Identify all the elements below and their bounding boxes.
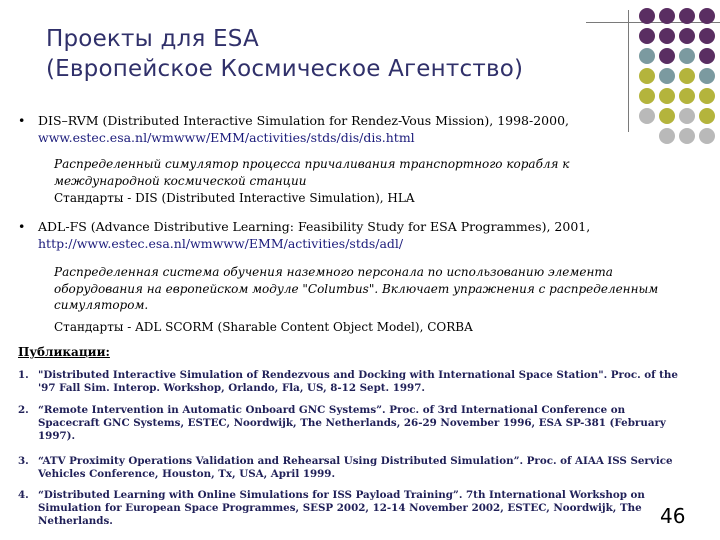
- publications-heading: Публикации:: [18, 345, 110, 359]
- publication-text: "Distributed Interactive Simulation of Rendezvous and Docking with International Space Station". Proc. of the '97 Fall Sim. Interop. Workshop, Orlando, Fla, US, 8-12 Sept. 1997.: [38, 369, 678, 395]
- decorative-dot: [679, 28, 695, 44]
- bullet-link[interactable]: www.estec.esa.nl/wmwww/EMM/activities/stds/dis/dis.html: [38, 130, 415, 145]
- decorative-dot: [679, 68, 695, 84]
- decorative-dot: [639, 88, 655, 104]
- bullet-standards: Стандарты - DIS (Distributed Interactive Simulation), HLA: [54, 191, 415, 205]
- decorative-dot: [659, 88, 675, 104]
- page-number: 46: [660, 504, 686, 528]
- page-title: [46, 24, 606, 84]
- bullet-description: Распределенный симулятор процесса причаливания транспортного корабля к международной космической станции: [54, 157, 570, 188]
- bullet-text: DIS–RVM (Distributed Interactive Simulation for Rendez-Vous Mission), 1998-2000,: [38, 113, 570, 128]
- bullet-marker: •: [18, 219, 26, 234]
- publication-number: 2.: [18, 404, 29, 416]
- decorative-dot: [679, 88, 695, 104]
- decorative-dot: [659, 28, 675, 44]
- publication-number: 1.: [18, 369, 29, 381]
- decorative-dot: [699, 48, 715, 64]
- decorative-dot: [659, 8, 675, 24]
- decorative-dot: [699, 28, 715, 44]
- decorative-dot: [679, 8, 695, 24]
- decorative-dot: [679, 128, 695, 144]
- decorative-dot: [639, 68, 655, 84]
- bullet-text: ADL-FS (Advance Distributive Learning: Feasibility Study for ESA Programmes), 2001,: [38, 219, 591, 234]
- decorative-dot: [639, 28, 655, 44]
- publication-text: “ATV Proximity Operations Validation and Rehearsal Using Distributed Simulation”. Proc. of AIAA ISS Service Vehicles Conference, Houston, Tx, USA, April 1999.: [38, 455, 673, 481]
- decorative-dot: [679, 108, 695, 124]
- decorative-dot: [699, 8, 715, 24]
- bullet-marker: •: [18, 113, 26, 128]
- decorative-dot: [699, 88, 715, 104]
- decorative-dot: [659, 68, 675, 84]
- decorative-dot: [659, 48, 675, 64]
- decorative-dot: [699, 128, 715, 144]
- title-line-1: Проекты для ESA: [46, 26, 259, 52]
- bullet-description: Распределенная система обучения наземного персонала по использованию элемента оборудования на европейском модуле "Columbus". Включает упражнения с распределенным симулятором.: [54, 265, 659, 312]
- publication-text: “Distributed Learning with Online Simulations for ISS Payload Training”. 7th International Workshop on Simulation for European Space Programmes, SESP 2002, 12-14 November 2002, ESTEC, Noordwijk, The Netherlands.: [38, 489, 645, 528]
- publication-number: 4.: [18, 489, 29, 501]
- decorative-dot: [679, 48, 695, 64]
- decorative-dot: [639, 48, 655, 64]
- bullet-link[interactable]: http://www.estec.esa.nl/wmwww/EMM/activities/stds/adl/: [38, 236, 404, 251]
- publication-text: “Remote Intervention in Automatic Onboard GNC Systems”. Proc. of 3rd International Conference on Spacecraft GNC Systems, ESTEC, Noordwijk, The Netherlands, 26-29 November 1996, ESA SP-381 (February 1997).: [38, 404, 666, 443]
- title-line-2: (Европейское Космическое Агентство): [46, 56, 524, 82]
- decorative-dot: [699, 108, 715, 124]
- bullet-standards: Стандарты - ADL SCORM (Sharable Content Object Model), CORBA: [54, 320, 473, 334]
- publication-number: 3.: [18, 455, 29, 467]
- decorative-dot: [639, 8, 655, 24]
- decorative-dot: [699, 68, 715, 84]
